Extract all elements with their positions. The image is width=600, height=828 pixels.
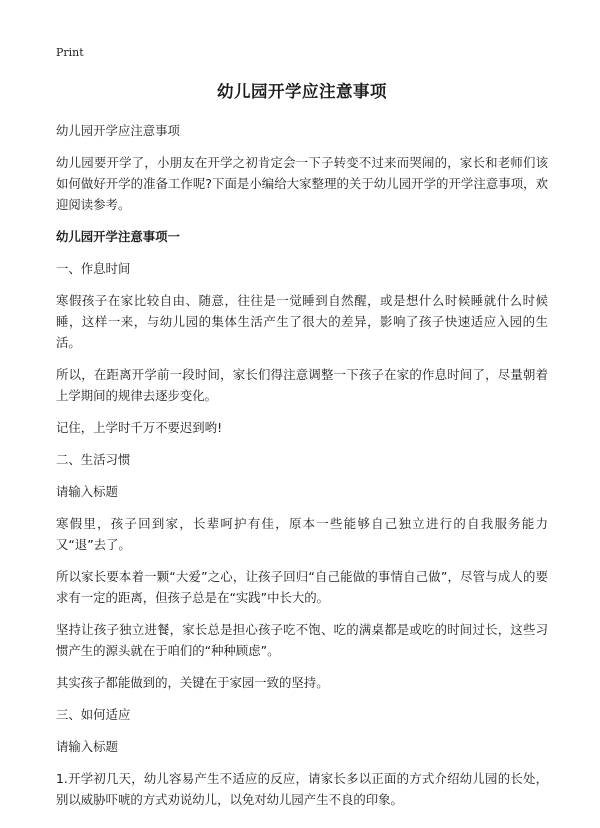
print-label[interactable]: Print <box>56 46 84 59</box>
paragraph-habits-4: 其实孩子都能做到的，关键在于家园一致的坚持。 <box>56 675 329 690</box>
subheading-adapt: 三、如何适应 <box>56 707 131 722</box>
document-title: 幼儿园开学应注意事项 <box>217 82 387 101</box>
paragraph-schedule-2: 所以，在距离开学前一段时间，家长们得注意调整一下孩子在家的作息时间了，尽量朝着上学期间的规律去逐步变化。 <box>56 367 548 403</box>
paragraph-schedule-3: 记住，上学时千万不要迟到哟! <box>56 420 223 435</box>
paragraph-habits-3: 坚持让孩子独立进餐，家长总是担心孩子吃不饱、吃的满桌都是或吃的时间过长，这些习惯产生的源头就在于咱们的“种种顾虑”。 <box>56 622 548 658</box>
subheading-habits: 二、生活习惯 <box>56 452 131 467</box>
paragraph-schedule-1: 寒假孩子在家比较自由、随意，往往是一觉睡到自然醒，或是想什么时候睡就什么时候睡，这样一来，与幼儿园的集体生活产生了很大的差异，影响了孩子快速适应入园的生活。 <box>56 293 548 350</box>
subheading-schedule: 一、作息时间 <box>56 261 131 276</box>
section-heading-1: 幼儿园开学注意事项一 <box>56 229 180 244</box>
placeholder-title-1: 请输入标题 <box>56 484 118 499</box>
paragraph-habits-1: 寒假里，孩子回到家，长辈呵护有佳，原本一些能够自己独立进行的自我服务能力又“退”去了。 <box>56 516 548 552</box>
paragraph-adapt-1: 1.开学初几天，幼儿容易产生不适应的反应，请家长多以正面的方式介绍幼儿园的长处，别以威胁吓唬的方式劝说幼儿，以免对幼儿园产生不良的印象。 <box>56 771 548 807</box>
intro-heading: 幼儿园开学应注意事项 <box>56 123 180 138</box>
paragraph-habits-2: 所以家长要本着一颗“大爱”之心，让孩子回归“自己能做的事情自己做”，尽管与成人的要求有一定的距离，但孩子总是在“实践”中长大的。 <box>56 569 548 605</box>
placeholder-title-2: 请输入标题 <box>56 739 118 754</box>
intro-paragraph: 幼儿园要开学了，小朋友在开学之初肯定会一下子转变不过来而哭闹的，家长和老师们该如何做好开学的准备工作呢?下面是小编给大家整理的关于幼儿园开学的开学注意事项，欢迎阅读参考。 <box>56 155 548 212</box>
